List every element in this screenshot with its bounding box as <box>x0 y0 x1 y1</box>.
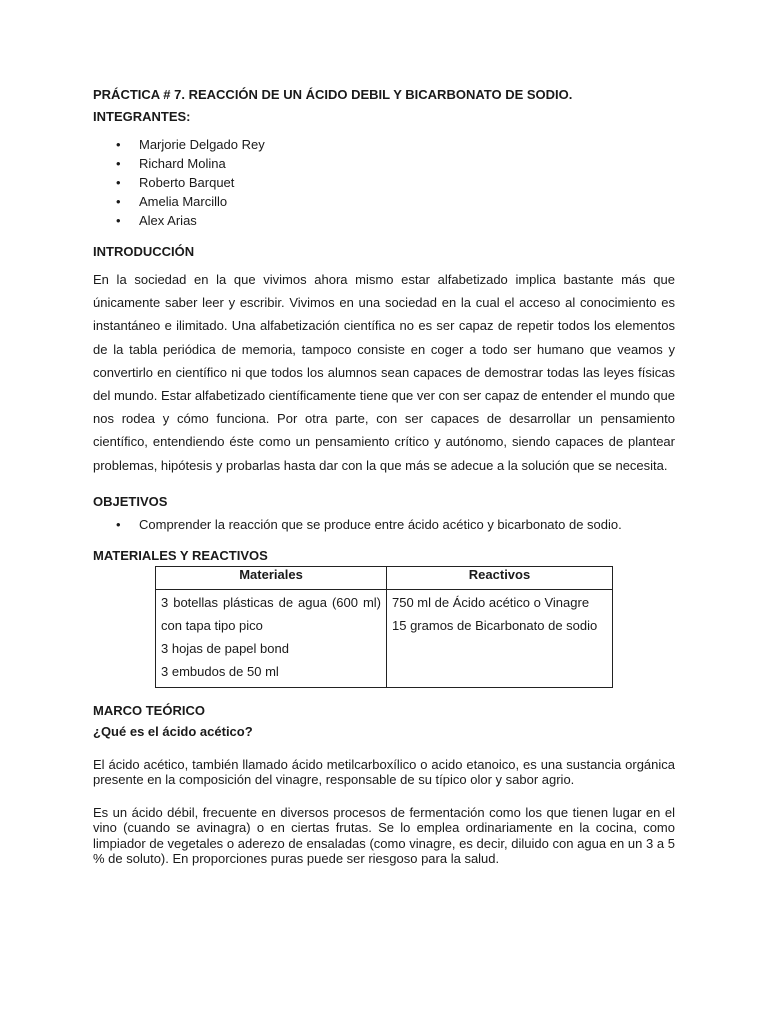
header-reagents: Reactivos <box>387 566 613 589</box>
reagents-cell <box>387 589 613 687</box>
table-header-row <box>156 566 613 589</box>
members-list <box>93 135 675 230</box>
material-item: 3 embudos de 50 ml <box>161 663 279 679</box>
header-materials: Materiales <box>156 566 387 589</box>
materials-heading: MATERIALES Y REACTIVOS <box>93 547 268 563</box>
theory-paragraph-2: Es un ácido débil, frecuente en diversos procesos de fermentación como los que tienen lugar en el vino (cuando se avinagra) o en ciertas frutas. Se lo emplea ordinariamente en la cocina, como limpiador de vegetales o aderezo de ensaladas (como vinagre, es decir, diluido con agua en un 3 a 5 % de soluto). En proporciones puras puede ser riesgoso para la salud. <box>93 804 675 867</box>
objectives-list <box>93 515 675 534</box>
materials-cell <box>156 589 387 687</box>
materials-table <box>155 566 613 688</box>
list-item: • Amelia Marcillo <box>93 192 675 211</box>
list-item: • Roberto Barquet <box>93 173 675 192</box>
question-heading: ¿Qué es el ácido acético? <box>93 723 253 739</box>
objectives-heading: OBJETIVOS <box>93 493 168 509</box>
intro-heading: INTRODUCCIÓN <box>93 244 195 259</box>
list-item: • Marjorie Delgado Rey <box>93 135 675 154</box>
reagent-item: 15 gramos de Bicarbonato de sodio <box>392 617 598 633</box>
members-heading: INTEGRANTES: <box>93 109 191 124</box>
table-row <box>156 589 613 687</box>
reagent-item: 750 ml de Ácido acético o Vinagre <box>392 594 590 610</box>
document-page <box>93 86 675 867</box>
material-item: 3 hojas de papel bond <box>161 640 289 656</box>
list-item: • Richard Molina <box>93 154 675 173</box>
theory-heading: MARCO TEÓRICO <box>93 702 205 718</box>
list-item: • Comprender la reacción que se produce entre ácido acético y bicarbonato de sodio. <box>93 515 675 534</box>
intro-paragraph: En la sociedad en la que vivimos ahora mismo estar alfabetizado implica bastante más que únicamente saber leer y escribir. Vivimos en una sociedad en la cual el acceso al conocimiento es instantáneo e ilimitado. Una alfabetización científica no es ser capaz de repetir todos los elementos de la tabla periódica de memoria, tampoco consiste en coger a todo ser humano que veamos y convertirlo en científico ni que todos los alumnos sean capaces de demostrar todas las leyes físicas del mundo. Estar alfabetizado científicamente tiene que ver con ser capaz de entender el mundo que nos rodea y cómo funciona. Por otra parte, con ser capaces de desarrollar un pensamiento científico, entendiendo éste como un pensamiento crítico y autónomo, siendo capaces de plantear problemas, hipótesis y probarlas hasta dar con la que más se adecue a la solución que se necesita. <box>93 272 675 473</box>
material-item: 3 botellas plásticas de agua (600 ml) con tapa tipo pico <box>161 594 381 633</box>
document-title: PRÁCTICA # 7. REACCIÓN DE UN ÁCIDO DEBIL Y BICARBONATO DE SODIO. <box>93 87 573 102</box>
list-item: • Alex Arias <box>93 211 675 230</box>
theory-paragraph-1: El ácido acético, también llamado ácido metilcarboxílico o acido etanoico, es una sustancia orgánica presente en la composición del vinagre, responsable de su típico olor y sabor agrio. <box>93 756 675 788</box>
